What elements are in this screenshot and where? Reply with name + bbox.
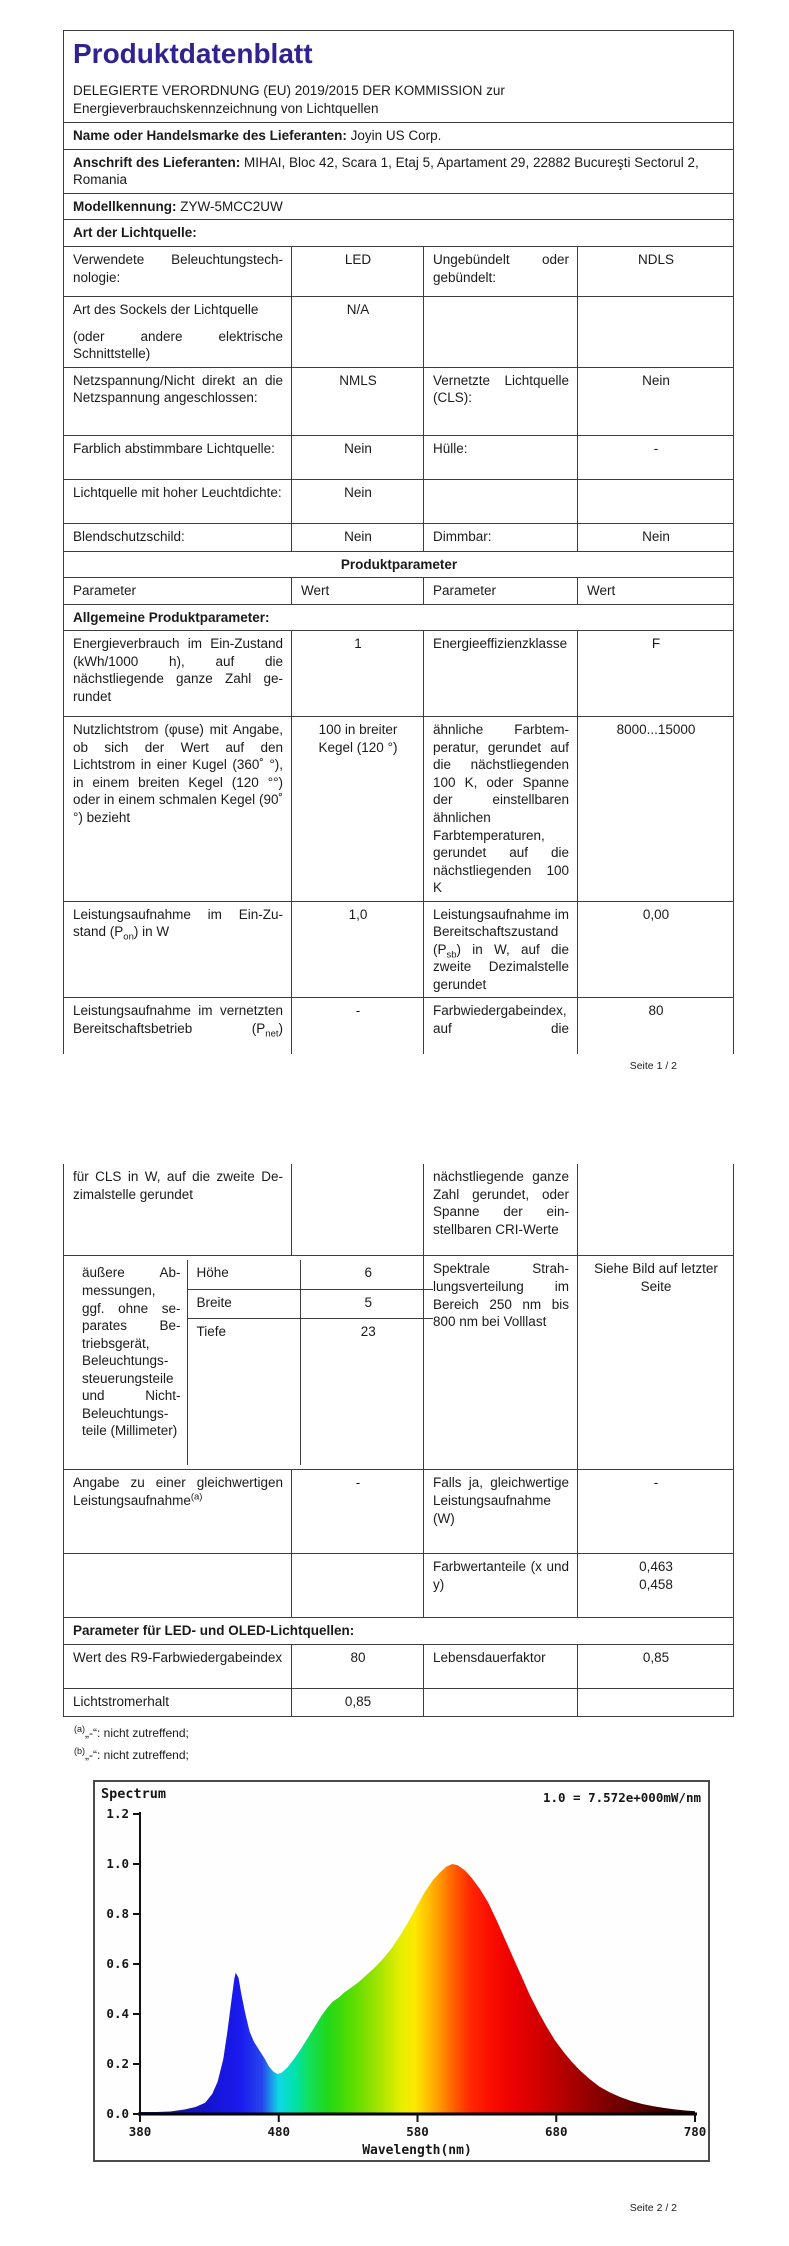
dimension-value: 23 bbox=[360, 1323, 376, 1339]
svg-text:0.4: 0.4 bbox=[106, 2006, 129, 2022]
param-value: 1,0 bbox=[292, 901, 424, 998]
param-label: Dimmbar: bbox=[424, 523, 578, 551]
empty-cell bbox=[424, 1689, 578, 1717]
supplier-name-label: Name oder Handelsmarke des Lieferanten: bbox=[73, 128, 347, 144]
product-parameter-section-row bbox=[64, 551, 734, 578]
svg-text:580: 580 bbox=[406, 2124, 429, 2140]
param-value: Nein bbox=[292, 479, 424, 523]
light-source-type-heading: Art der Lichtquelle: bbox=[64, 220, 734, 247]
spectrum-chart-frame bbox=[93, 1780, 710, 2162]
model-value: ZYW-5MCC2UW bbox=[180, 198, 283, 214]
page-footer-2: Seite 2 / 2 bbox=[629, 2202, 677, 2215]
param-label: Nutzlichtstrom (φuse) mit Angabe, ob sich der Wert auf den Lichtstrom in einer Kugel (360˚ °), in einem breiten Kegel (120 °°) oder in einem schmalen Kegel (90˚ °) bezieht bbox=[64, 717, 292, 901]
datasheet-document bbox=[0, 30, 789, 2246]
subscript: sb bbox=[446, 949, 457, 961]
dimensions-label: äußere Abmessungen, ggf. ohne separates Betriebsgerät, Beleuchtungssteuerungsteile und Nicht-Beleuchtungsteile (Millimeter) bbox=[73, 1260, 187, 1465]
footnote-text: „-“: nicht zutreffend; bbox=[85, 1748, 189, 1763]
svg-text:680: 680 bbox=[544, 2124, 568, 2140]
param-value: LED bbox=[292, 246, 424, 296]
socket-label-line1: Art des Sockels der Lichtquelle bbox=[73, 301, 259, 317]
param-value bbox=[578, 479, 734, 523]
svg-text:0.8: 0.8 bbox=[106, 1906, 129, 1922]
chromaticity-y: 0,458 bbox=[639, 1577, 673, 1592]
svg-text:480: 480 bbox=[267, 2124, 291, 2140]
spectrum-chart bbox=[95, 1782, 708, 2160]
regulation-subtitle bbox=[73, 82, 725, 118]
empty-cell bbox=[64, 1554, 292, 1618]
param-label: für CLS in W, auf die zweite Dezimalstelle gerundet bbox=[64, 1164, 292, 1256]
param-label: Lebensdauerfaktor bbox=[424, 1645, 578, 1689]
param-label: Energieeffizienzklasse bbox=[424, 631, 578, 717]
table-row bbox=[64, 901, 734, 998]
supplier-name-row bbox=[64, 123, 734, 150]
param-value: - bbox=[292, 998, 424, 1054]
param-value: Nein bbox=[292, 523, 424, 551]
table-row bbox=[64, 296, 734, 367]
label-text: Leistungsaufnahme im Ein-Zustand (P bbox=[73, 906, 283, 940]
param-value: - bbox=[292, 1470, 424, 1554]
svg-text:780: 780 bbox=[683, 2124, 707, 2140]
param-value: - bbox=[578, 1470, 734, 1554]
label-text: Angabe zu einer gleichwertigen Leistungsaufnahme bbox=[73, 1475, 283, 1508]
param-label: Farblich abstimmbare Lichtquelle: bbox=[64, 435, 292, 479]
param-value: 1 bbox=[292, 631, 424, 717]
dimension-key: Breite bbox=[187, 1289, 300, 1318]
dimension-key: Tiefe bbox=[187, 1318, 300, 1347]
subscript: on bbox=[123, 931, 134, 943]
page-footer-1: Seite 1 / 2 bbox=[629, 1059, 677, 1072]
svg-text:Wavelength(nm): Wavelength(nm) bbox=[362, 2143, 472, 2159]
dimension-value: 5 bbox=[300, 1289, 433, 1318]
svg-text:1.2: 1.2 bbox=[106, 1806, 129, 1822]
svg-text:380: 380 bbox=[128, 2124, 152, 2140]
param-value: NDLS bbox=[578, 246, 734, 296]
param-value: NMLS bbox=[292, 367, 424, 435]
general-parameter-heading: Allgemeine Produktparameter: bbox=[64, 604, 734, 631]
led-oled-section-heading: Parameter für LED- und OLED-Lichtquellen: bbox=[64, 1618, 734, 1645]
label-text: ) bbox=[278, 1021, 283, 1036]
param-label: Vernetzte Lichtquelle (CLS): bbox=[424, 367, 578, 435]
label-text: ) in W, auf die zweite Dezimalstelle gerundet bbox=[433, 941, 569, 992]
param-value: 80 bbox=[292, 1645, 424, 1689]
label-text: ) in W bbox=[133, 924, 170, 940]
chromaticity-x: 0,463 bbox=[639, 1559, 673, 1575]
svg-text:0.6: 0.6 bbox=[106, 1956, 129, 1972]
param-label bbox=[64, 998, 292, 1054]
column-header-row bbox=[64, 578, 734, 605]
table-row bbox=[64, 246, 734, 296]
label-text: Leistungsaufnahme im Bereitschaftszustand (P bbox=[433, 906, 569, 957]
subtitle-line-1: DELEGIERTE VERORDNUNG (EU) 2019/2015 DER KOMMISSION zur bbox=[73, 82, 505, 98]
table-row bbox=[64, 1554, 734, 1618]
param-value: Nein bbox=[292, 435, 424, 479]
param-value: 100 in breiter Kegel (120 °) bbox=[292, 717, 424, 901]
light-source-type-section-row bbox=[64, 220, 734, 247]
param-value: Nein bbox=[578, 523, 734, 551]
svg-text:0.2: 0.2 bbox=[106, 2056, 129, 2072]
param-value bbox=[578, 1554, 734, 1618]
footnote-marker: (b) bbox=[74, 1746, 85, 1757]
column-header: Parameter bbox=[64, 578, 292, 605]
table-row bbox=[64, 1470, 734, 1554]
param-label bbox=[424, 901, 578, 998]
param-value bbox=[578, 1164, 734, 1256]
empty-cell bbox=[292, 1554, 424, 1618]
param-label: Netzspannung/Nicht direkt an die Netzspannung angeschlossen: bbox=[64, 367, 292, 435]
dimension-row bbox=[73, 1260, 433, 1289]
param-label: Verwendete Beleuchtungstechnologie: bbox=[64, 246, 292, 296]
label-text: Leistungsaufnahme im vernetzten Bereitschaftsbetrieb (P bbox=[73, 1003, 283, 1036]
param-label: Ungebündelt oder gebündelt: bbox=[424, 246, 578, 296]
table-row-cut-by-page-break bbox=[64, 998, 734, 1054]
page2-table bbox=[63, 1164, 734, 1717]
column-header: Wert bbox=[292, 578, 424, 605]
supplier-address-label: Anschrift des Lieferanten: bbox=[73, 154, 241, 170]
svg-text:1.0 = 7.572e+000mW/nm: 1.0 = 7.572e+000mW/nm bbox=[542, 1790, 701, 1806]
param-value: 80 bbox=[578, 998, 734, 1054]
supplier-address-value: MIHAI, Bloc 42, Scara 1, Etaj 5, Apartament 29, 22882 Bucureşti Sectorul 2, Romania bbox=[73, 154, 699, 188]
supplier-address-row bbox=[64, 149, 734, 193]
general-parameter-section-row bbox=[64, 604, 734, 631]
param-value: - bbox=[578, 435, 734, 479]
param-value: 0,00 bbox=[578, 901, 734, 998]
page-title: Produktdatenblatt bbox=[73, 38, 313, 69]
param-label bbox=[424, 479, 578, 523]
column-header: Parameter bbox=[424, 578, 578, 605]
title-row bbox=[64, 31, 734, 123]
param-label: nächstliegende ganze Zahl gerundet, oder Spanne der einstellbaren CRI-Werte bbox=[424, 1164, 578, 1256]
param-value bbox=[578, 296, 734, 367]
param-label bbox=[424, 296, 578, 367]
superscript-footnote-marker: (a) bbox=[190, 1491, 203, 1503]
page1-table bbox=[63, 30, 734, 1054]
footnote-a bbox=[74, 1724, 789, 1740]
param-value bbox=[292, 1164, 424, 1256]
param-label bbox=[64, 1470, 292, 1554]
dimensions-subtable bbox=[73, 1260, 433, 1465]
svg-text:1.0: 1.0 bbox=[106, 1856, 129, 1872]
dimensions-row bbox=[64, 1256, 734, 1470]
param-label: Spektrale Strahlungsverteilung im Bereich 250 nm bis 800 nm bei Volllast bbox=[424, 1256, 578, 1470]
param-value: N/A bbox=[292, 296, 424, 367]
table-row bbox=[64, 435, 734, 479]
svg-text:0.0: 0.0 bbox=[106, 2106, 129, 2122]
supplier-name-value: Joyin US Corp. bbox=[350, 128, 442, 144]
footnote-marker: (a) bbox=[74, 1724, 85, 1734]
param-value: Siehe Bild auf letzter Seite bbox=[578, 1256, 734, 1470]
led-oled-section-row bbox=[64, 1618, 734, 1645]
table-row bbox=[64, 523, 734, 551]
svg-text:Spectrum: Spectrum bbox=[101, 1786, 167, 1803]
product-parameter-heading: Produktparameter bbox=[64, 551, 734, 578]
dimension-value: 6 bbox=[300, 1260, 433, 1289]
param-label: Hülle: bbox=[424, 435, 578, 479]
param-label: Lichtstromerhalt bbox=[64, 1689, 292, 1717]
param-label: Farbwertanteile (x und y) bbox=[424, 1554, 578, 1618]
param-label: Farbwiedergabeindex, auf die bbox=[424, 998, 578, 1054]
table-row bbox=[64, 367, 734, 435]
column-header: Wert bbox=[578, 578, 734, 605]
model-row bbox=[64, 193, 734, 220]
table-row bbox=[64, 631, 734, 717]
footnote-text: „-“: nicht zutreffend; bbox=[85, 1726, 189, 1740]
empty-cell bbox=[578, 1689, 734, 1717]
param-label: ähnliche Farbtemperatur, gerundet auf die nächstliegenden 100 K, oder Spanne der einstellbaren ähnlichen Farbtemperaturen, gerundet auf die nächstliegenden 100 K bbox=[424, 717, 578, 901]
table-row bbox=[64, 479, 734, 523]
socket-label-line2: (oder andere elektrische Schnittstelle) bbox=[73, 328, 283, 362]
param-label bbox=[64, 296, 292, 367]
dimension-key: Höhe bbox=[187, 1260, 300, 1289]
table-row bbox=[64, 1689, 734, 1717]
param-label: Blendschutzschild: bbox=[64, 523, 292, 551]
footnote-b bbox=[74, 1746, 789, 1763]
param-label: Falls ja, gleichwertige Leistungsaufnahme (W) bbox=[424, 1470, 578, 1554]
param-label: Lichtquelle mit hoher Leuchtdichte: bbox=[64, 479, 292, 523]
subtitle-line-2: Energieverbrauchskennzeichnung von Lichtquellen bbox=[73, 101, 379, 117]
page-break bbox=[0, 1072, 789, 1164]
param-value: 8000...15000 bbox=[578, 717, 734, 901]
subscript: net bbox=[265, 1028, 279, 1040]
param-label bbox=[64, 901, 292, 998]
footnotes bbox=[74, 1724, 789, 1763]
param-value: 0,85 bbox=[292, 1689, 424, 1717]
param-value: F bbox=[578, 631, 734, 717]
model-label: Modellkennung: bbox=[73, 198, 177, 214]
table-row bbox=[64, 717, 734, 901]
table-row bbox=[64, 1645, 734, 1689]
param-label: Wert des R9-Farbwiedergabeindex bbox=[64, 1645, 292, 1689]
param-value: 0,85 bbox=[578, 1645, 734, 1689]
param-value: Nein bbox=[578, 367, 734, 435]
param-label: Energieverbrauch im Ein-Zustand (kWh/1000 h), auf die nächstliegende ganze Zahl gerundet bbox=[64, 631, 292, 717]
table-row-continued bbox=[64, 1164, 734, 1256]
